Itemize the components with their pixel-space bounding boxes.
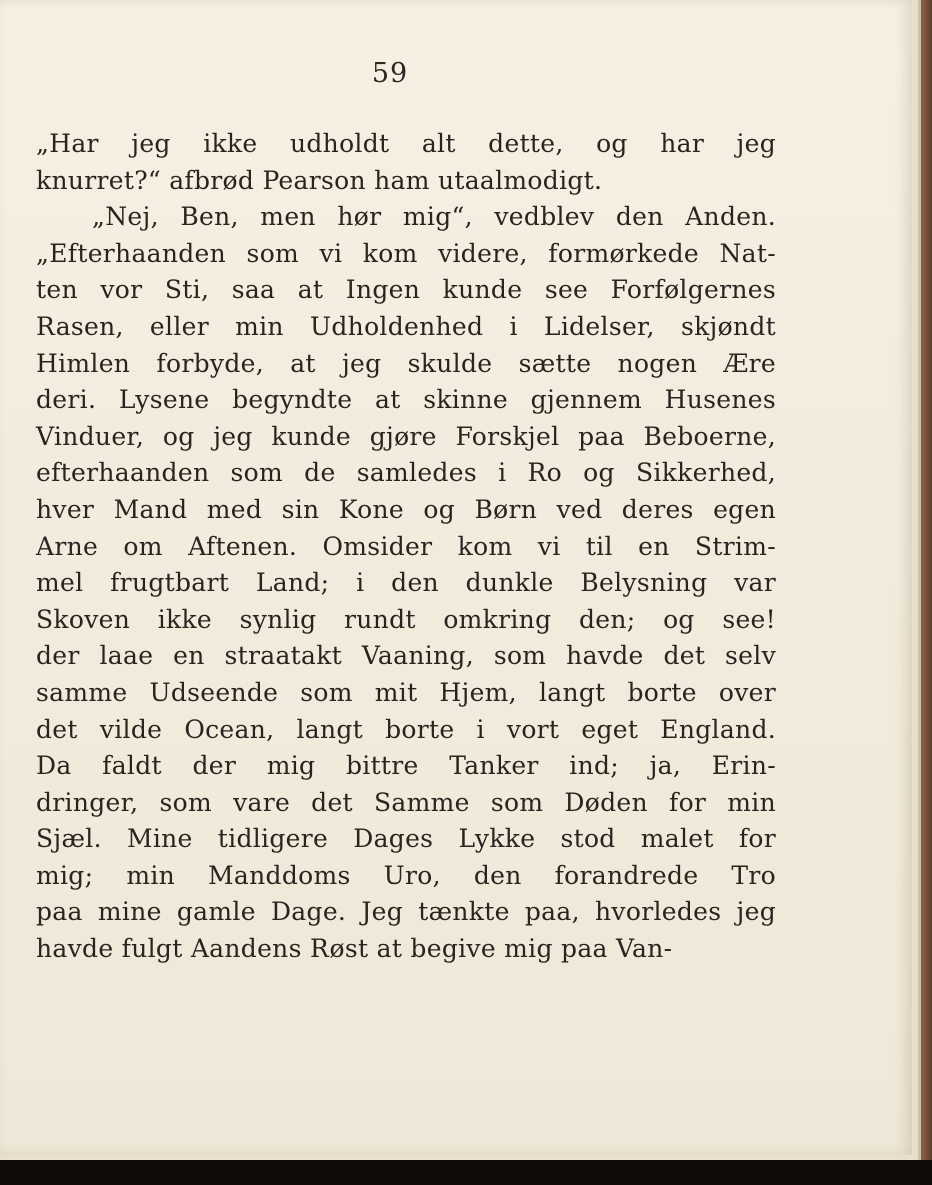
text-line: dringer, som vare det Samme som Døden for min bbox=[36, 787, 776, 817]
text-line: efterhaanden som de samledes i Ro og Sikkerhed, bbox=[36, 458, 776, 488]
text-line: paa mine gamle Dage. Jeg tænkte paa, hvorledes jeg bbox=[36, 897, 776, 927]
text-line: havde fulgt Aandens Røst at begive mig paa Van- bbox=[36, 934, 673, 964]
text-line: der laae en straatakt Vaaning, som havde det selv bbox=[36, 641, 776, 671]
text-line: „Har jeg ikke udholdt alt dette, og har jeg bbox=[36, 129, 776, 158]
text-line: Sjæl. Mine tidligere Dages Lykke stod malet for bbox=[36, 824, 776, 854]
text-line: det vilde Ocean, langt borte i vort eget England. bbox=[36, 714, 776, 744]
text-line: Rasen, eller min Udholdenhed i Lidelser, skjøndt bbox=[36, 311, 776, 341]
text-line: „Efterhaanden som vi kom videre, formørkede Nat- bbox=[36, 238, 776, 268]
text-line: samme Udseende som mit Hjem, langt borte over bbox=[36, 677, 776, 707]
text-line: mel frugtbart Land; i den dunkle Belysning var bbox=[36, 568, 776, 598]
text-line: Vinduer, og jeg kunde gjøre Forskjel paa Beboerne, bbox=[36, 421, 776, 451]
text-line: Himlen forbyde, at jeg skulde sætte nogen Ære bbox=[36, 348, 776, 378]
text-line: Da faldt der mig bittre Tanker ind; ja, Erin- bbox=[36, 751, 776, 781]
text-line: mig; min Manddoms Uro, den forandrede Tro bbox=[36, 860, 776, 890]
text-line: hver Mand med sin Kone og Børn ved deres egen bbox=[36, 494, 776, 524]
text-line: Arne om Aftenen. Omsider kom vi til en Strim- bbox=[36, 531, 776, 561]
text-line: „Nej, Ben, men hør mig“, vedblev den Anden. bbox=[92, 202, 776, 232]
text-line: knurret?“ afbrød Pearson ham utaalmodigt. bbox=[36, 165, 603, 195]
page-number: 59 bbox=[371, 58, 409, 89]
text-line: ten vor Sti, saa at Ingen kunde see Forfølgernes bbox=[36, 275, 776, 305]
text-line: deri. Lysene begyndte at skinne gjennem Husenes bbox=[36, 385, 776, 415]
shadow-bar bbox=[0, 1160, 932, 1185]
text-line: Skoven ikke synlig rundt omkring den; og see! bbox=[36, 604, 776, 634]
body-text bbox=[36, 126, 776, 968]
